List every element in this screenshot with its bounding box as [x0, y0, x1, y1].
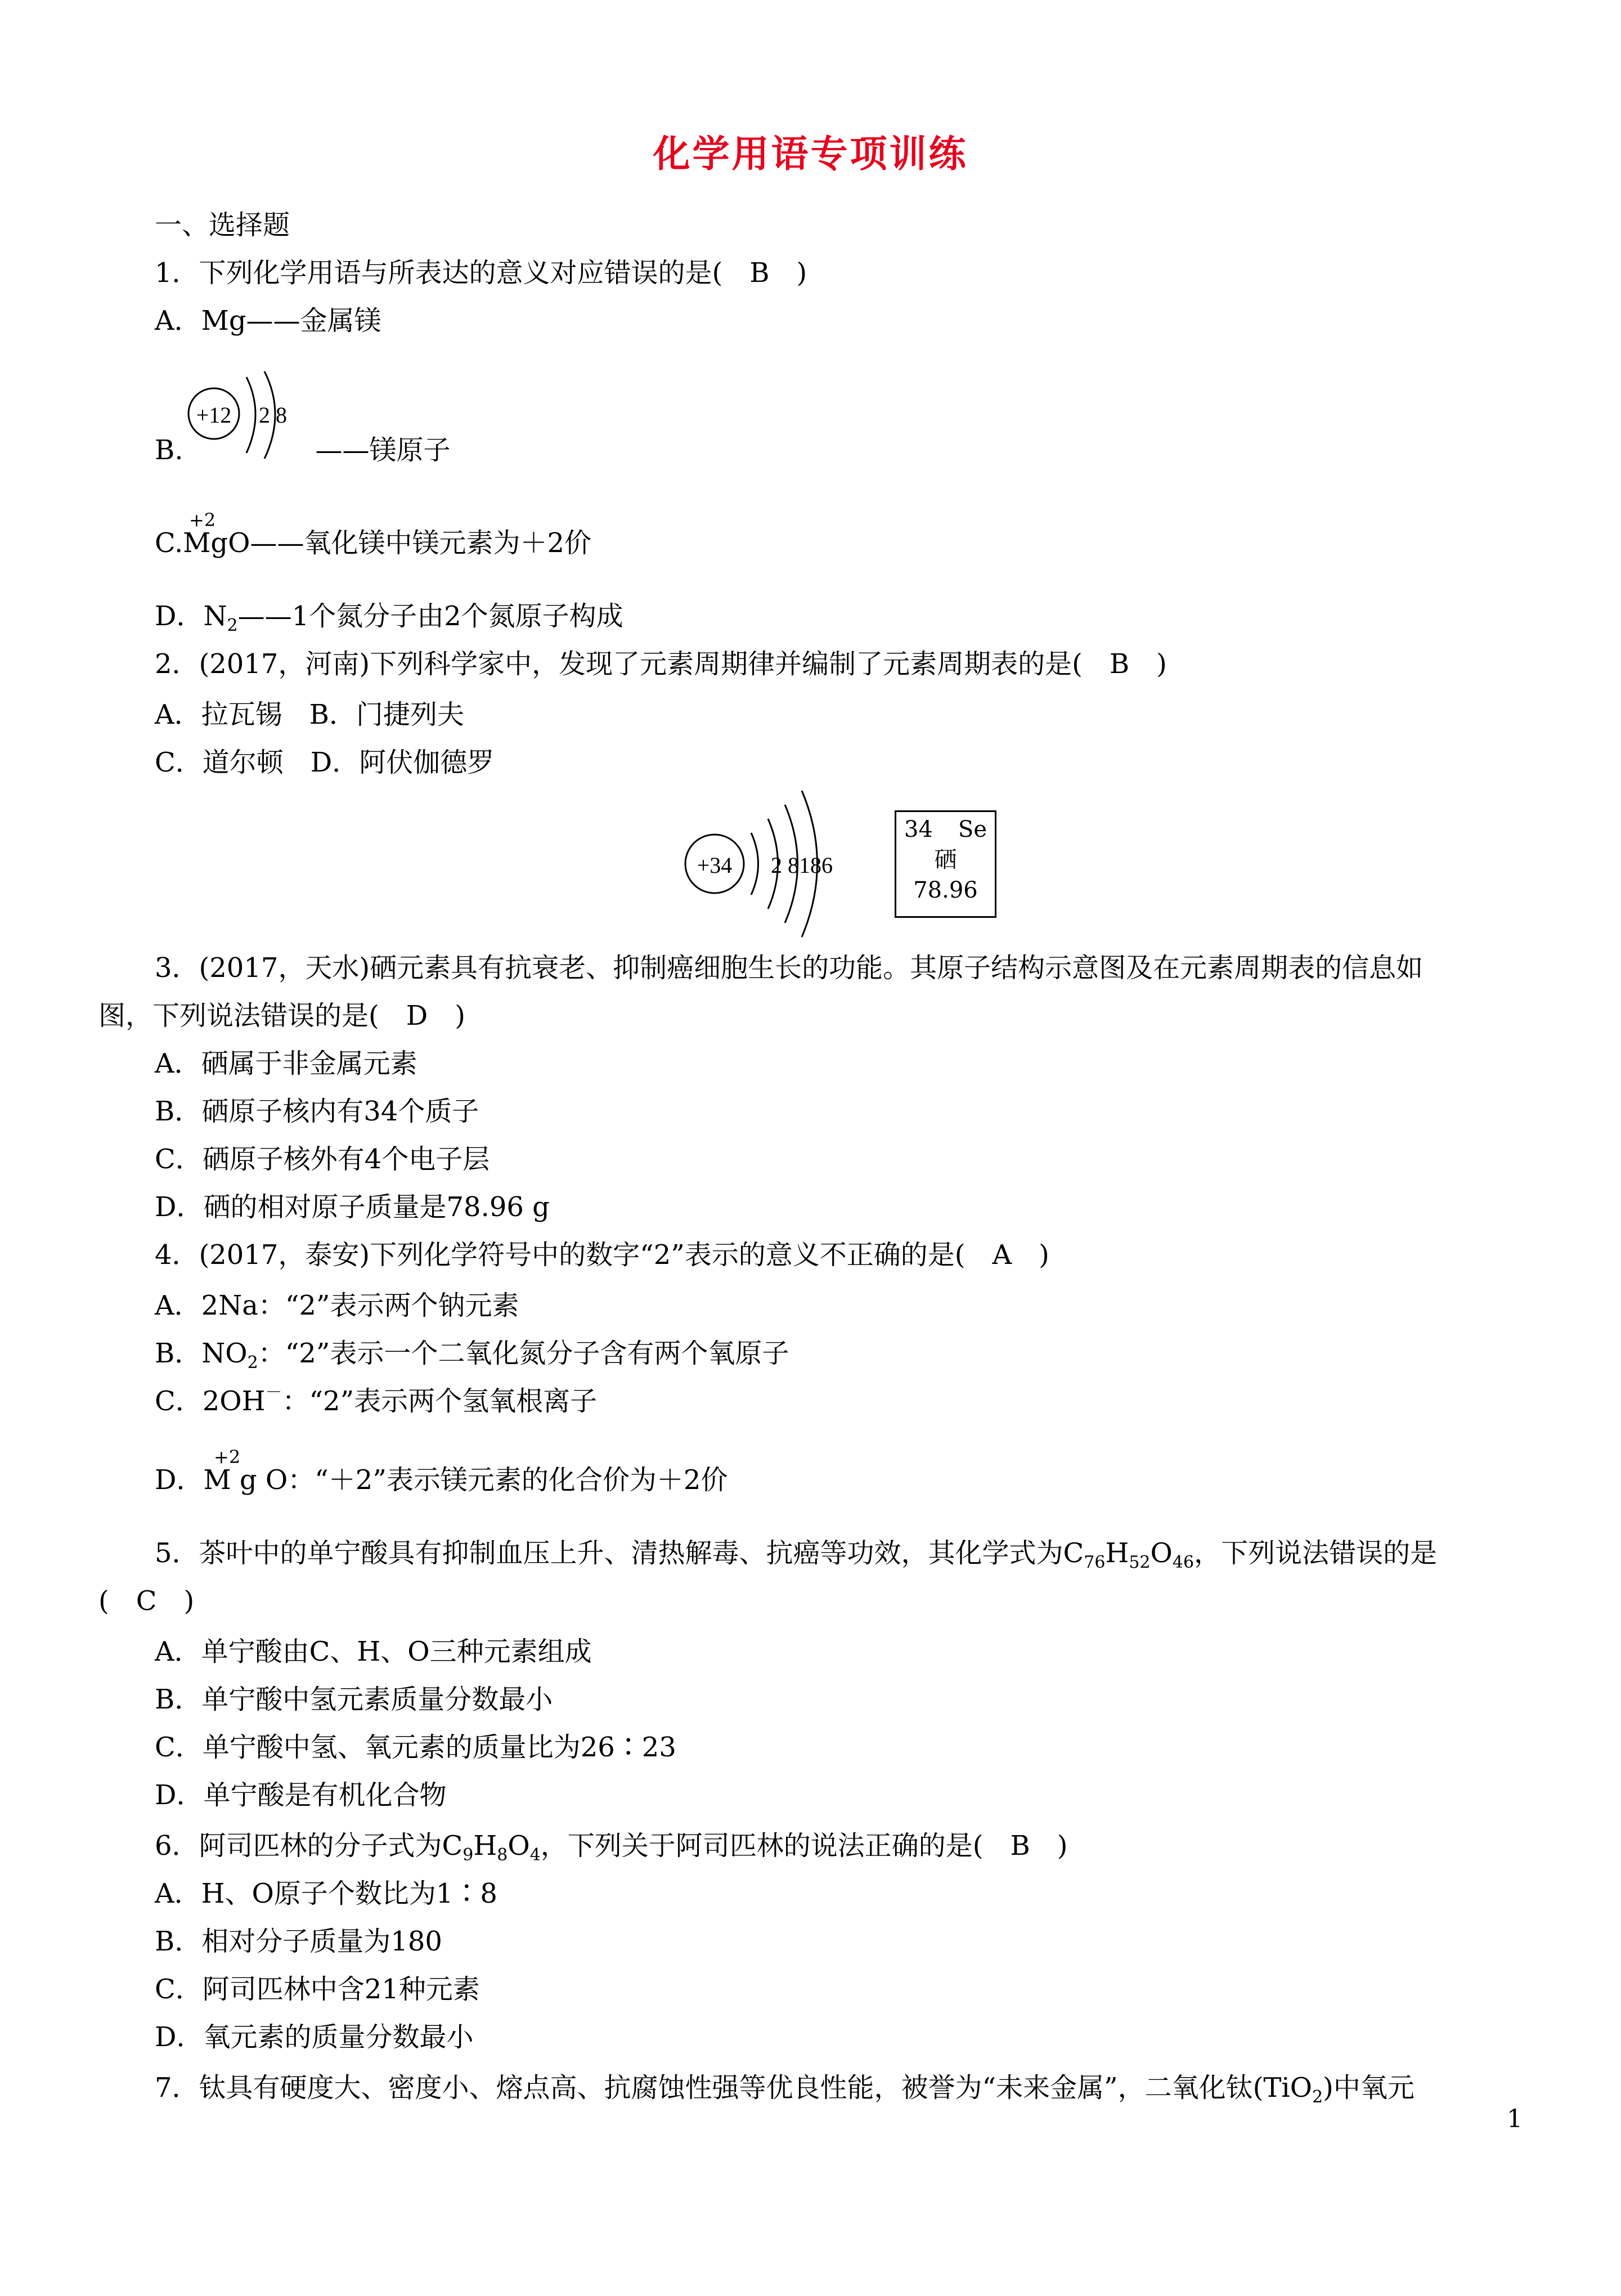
q5-option-b: B．单宁酸中氢元素质量分数最小	[155, 1684, 553, 1715]
q4-b-post: ：“2”表示一个二氧化氮分子含有两个氧原子	[258, 1338, 789, 1369]
selenium-atom-diagram	[675, 785, 861, 948]
q6-stem-pre: 6．阿司匹林的分子式为C	[155, 1830, 463, 1862]
se-atomic-number: 34	[904, 817, 933, 842]
q6-stem-post: ，下列关于阿司匹林的说法正确的是( B )	[540, 1830, 1068, 1862]
q2-stem: 2．(2017，河南)下列科学家中，发现了元素周期律并编制了元素周期表的是( B )	[155, 648, 1167, 680]
q5-stem-line1	[155, 1536, 1437, 1570]
q4-option-d	[155, 1463, 728, 1497]
q1-c-prefix: C.	[155, 527, 183, 559]
q1-option-a: A．Mg——金属镁	[155, 305, 381, 337]
q6-sub-c: 9	[462, 1845, 474, 1865]
q4-option-c	[155, 1384, 597, 1418]
q4-c-sup: －	[265, 1383, 282, 1402]
q4-option-b	[155, 1337, 789, 1373]
q6-option-d: D．氧元素的质量分数最小	[155, 2021, 474, 2053]
se-name: 硒	[934, 847, 957, 873]
mg-nucleus-label: +12	[196, 402, 232, 428]
q4-option-a: A．2Na：“2”表示两个钠元素	[155, 1290, 519, 1321]
q5-stem-post: ，下列说法错误的是	[1194, 1537, 1438, 1569]
q4-d-pre: D．	[155, 1464, 204, 1496]
q5-h: H	[1105, 1537, 1129, 1569]
q3-option-a: A．硒属于非金属元素	[155, 1048, 417, 1079]
q7-stem	[155, 2071, 1415, 2105]
q7-sub: 2	[1312, 2087, 1323, 2107]
q5-stem-line2: ( C )	[98, 1585, 195, 1617]
q4-d-formula: M g O	[203, 1464, 288, 1496]
q4-d-valence: +2	[214, 1446, 241, 1468]
q4-b-sub: 2	[247, 1353, 258, 1373]
q3-option-d: D．硒的相对原子质量是78.96 g	[155, 1191, 550, 1223]
mg-shell-label: 2 8	[259, 402, 287, 428]
q3-option-c: C．硒原子核外有4个电子层	[155, 1143, 490, 1175]
q4-d-post: ：“＋2”表示镁元素的化合价为＋2价	[288, 1464, 728, 1496]
q5-sub-c: 76	[1084, 1553, 1106, 1572]
q1-d-sub: 2	[227, 616, 238, 635]
q6-option-c: C．阿司匹林中含21种元素	[155, 1974, 480, 2005]
q1-d-text: ——1个氮分子由2个氮原子构成	[237, 600, 623, 632]
q1-c-formula: MgO	[183, 527, 250, 559]
q7-stem-post: )中氧元	[1323, 2072, 1415, 2104]
se-shell-label: 2 8186	[771, 853, 833, 878]
q1-c-valence: +2	[189, 509, 216, 531]
q7-stem-pre: 7．钛具有硬度大、密度小、熔点高、抗腐蚀性强等优良性能，被誉为“未来金属”，二氧化钛(TiO	[155, 2072, 1313, 2104]
q4-c-pre: C．2OH	[155, 1385, 266, 1417]
q5-sub-h: 52	[1129, 1553, 1151, 1572]
se-nucleus-label: +34	[697, 853, 733, 878]
q1-b-prefix: B.	[155, 434, 183, 466]
se-symbol: Se	[958, 817, 987, 842]
q2-options-cd: C．道尔顿 D．阿伏伽德罗	[155, 747, 495, 778]
q6-stem	[155, 1829, 1068, 1863]
q5-option-a: A．单宁酸由C、H、O三种元素组成	[155, 1636, 592, 1667]
q5-o: O	[1150, 1537, 1173, 1569]
q6-option-b: B．相对分子质量为180	[155, 1926, 442, 1957]
q4-b-pre: B．NO	[155, 1338, 248, 1369]
q1-b-text: ——镁原子	[315, 434, 451, 466]
q6-option-a: A．H、O原子个数比为1∶8	[155, 1878, 497, 1909]
q1-d-prefix: D．N	[155, 600, 227, 632]
q1-option-b	[155, 433, 451, 467]
q3-option-b: B．硒原子核内有34个质子	[155, 1096, 479, 1127]
q5-stem-pre: 5．茶叶中的单宁酸具有抑制血压上升、清热解毒、抗癌等功效，其化学式为C	[155, 1537, 1084, 1569]
selenium-periodic-cell	[895, 810, 996, 918]
q3-stem-line2: 图，下列说法错误的是( D )	[98, 1000, 465, 1032]
q1-option-c	[155, 526, 591, 560]
q6-o: O	[508, 1830, 530, 1862]
q4-c-post: ：“2”表示两个氢氧根离子	[282, 1385, 598, 1417]
q6-sub-o: 4	[529, 1845, 541, 1865]
q4-stem: 4．(2017，泰安)下列化学符号中的数字“2”表示的意义不正确的是( A )	[155, 1239, 1049, 1271]
page-number: 1	[1507, 2105, 1523, 2133]
q6-sub-h: 8	[497, 1845, 508, 1865]
q1-option-d	[155, 599, 623, 633]
se-atomic-mass: 78.96	[913, 877, 978, 903]
q3-stem-line1: 3．(2017，天水)硒元素具有抗衰老、抑制癌细胞生长的功能。其原子结构示意图及在元素周期表的信息如	[155, 952, 1424, 984]
q6-h: H	[473, 1830, 497, 1862]
section-heading: 一、选择题	[155, 209, 290, 241]
q2-options-ab: A．拉瓦锡 B．门捷列夫	[155, 699, 464, 730]
q5-option-c: C．单宁酸中氢、氧元素的质量比为26∶23	[155, 1732, 676, 1763]
page-title: 化学用语专项训练	[653, 132, 968, 176]
q5-sub-o: 46	[1172, 1553, 1195, 1572]
q1-stem: 1．下列化学用语与所表达的意义对应错误的是( B )	[155, 257, 807, 289]
q5-option-d: D．单宁酸是有机化合物	[155, 1779, 447, 1811]
q1-c-text: ——氧化镁中镁元素为＋2价	[250, 527, 592, 559]
